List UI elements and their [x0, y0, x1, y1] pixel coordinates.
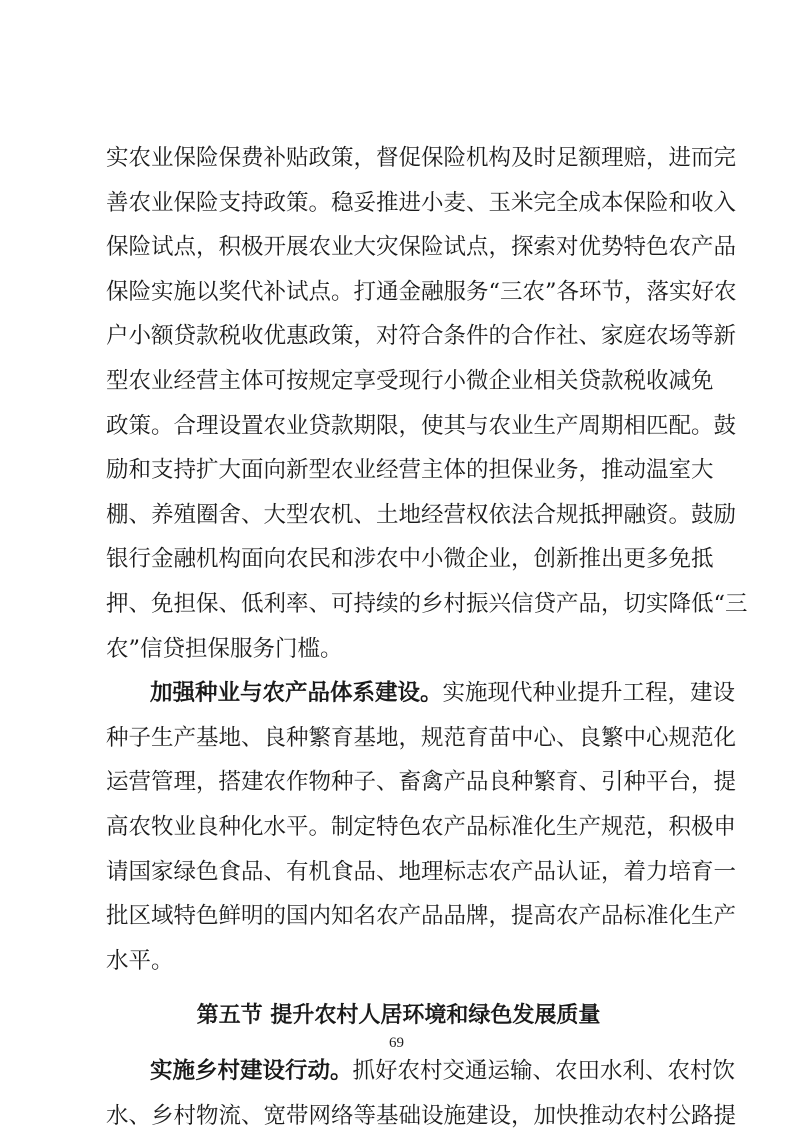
- text-line: 银行金融机构面向农民和涉农中小微企业，创新推出更多免抵: [106, 546, 714, 573]
- paragraph-text: 实施现代种业提升工程，建设: [442, 680, 736, 707]
- text-line: 保险试点，积极开展农业大灾保险试点，探索对优势特色农产品: [106, 234, 737, 261]
- section-title: 第五节 提升农村人居环境和绿色发展质量: [196, 1003, 601, 1029]
- text-line: 保险实施以奖代补试点。打通金融服务“三农”各环节，落实好农: [106, 278, 737, 305]
- text-line: 户小额贷款税收优惠政策，对符合条件的合作社、家庭农场等新: [106, 323, 737, 350]
- text-line: 棚、养殖圈舍、大型农机、土地经营权依法合规抵押融资。鼓励: [106, 501, 737, 528]
- text-line: 政策。合理设置农业贷款期限，使其与农业生产周期相匹配。鼓: [106, 412, 737, 439]
- text-line: 押、免担保、低利率、可持续的乡村振兴信贷产品，切实降低“三: [106, 590, 748, 617]
- paragraph-text: 抓好农村交通运输、农田水利、农村饮: [352, 1058, 736, 1085]
- text-line: 种子生产基地、良种繁育基地，规范育苗中心、良繁中心规范化: [106, 724, 737, 751]
- page-number: 69: [389, 1035, 404, 1051]
- text-line: 农”信贷担保服务门槛。: [106, 635, 343, 662]
- paragraph-heading: 实施乡村建设行动。: [150, 1058, 353, 1085]
- paragraph-rural-construction: [106, 1049, 737, 1138]
- text-line: 高农牧业良种化水平。制定特色农产品标准化生产规范，积极申: [106, 813, 737, 840]
- text-line: 型农业经营主体可按规定享受现行小微企业相关贷款税收减免: [106, 367, 714, 394]
- text-line: [106, 671, 736, 716]
- text-line: 励和支持扩大面向新型农业经营主体的担保业务，推动温室大: [106, 457, 714, 484]
- text-line: 请国家绿色食品、有机食品、地理标志农产品认证，着力培育一: [106, 858, 737, 885]
- text-line: [106, 1049, 736, 1094]
- text-line: 善农业保险支持政策。稳妥推进小麦、玉米完全成本保险和收入: [106, 189, 737, 216]
- paragraph-insurance-finance: [106, 136, 748, 671]
- text-line: 运营管理，搭建农作物种子、畜禽产品良种繁育、引种平台，提: [106, 769, 737, 796]
- text-line: 批区域特色鲜明的国内知名农产品品牌，提高农产品标准化生产: [106, 903, 737, 930]
- paragraph-seed-industry: [106, 671, 737, 983]
- text-line: 水、乡村物流、宽带网络等基础设施建设，加快推动农村公路提: [106, 1102, 737, 1129]
- text-line: 实农业保险保费补贴政策，督促保险机构及时足额理赔，进而完: [106, 145, 737, 171]
- document-body: [106, 136, 748, 1138]
- paragraph-heading: 加强种业与农产品体系建设。: [150, 680, 443, 707]
- text-line: 水平。: [106, 947, 174, 974]
